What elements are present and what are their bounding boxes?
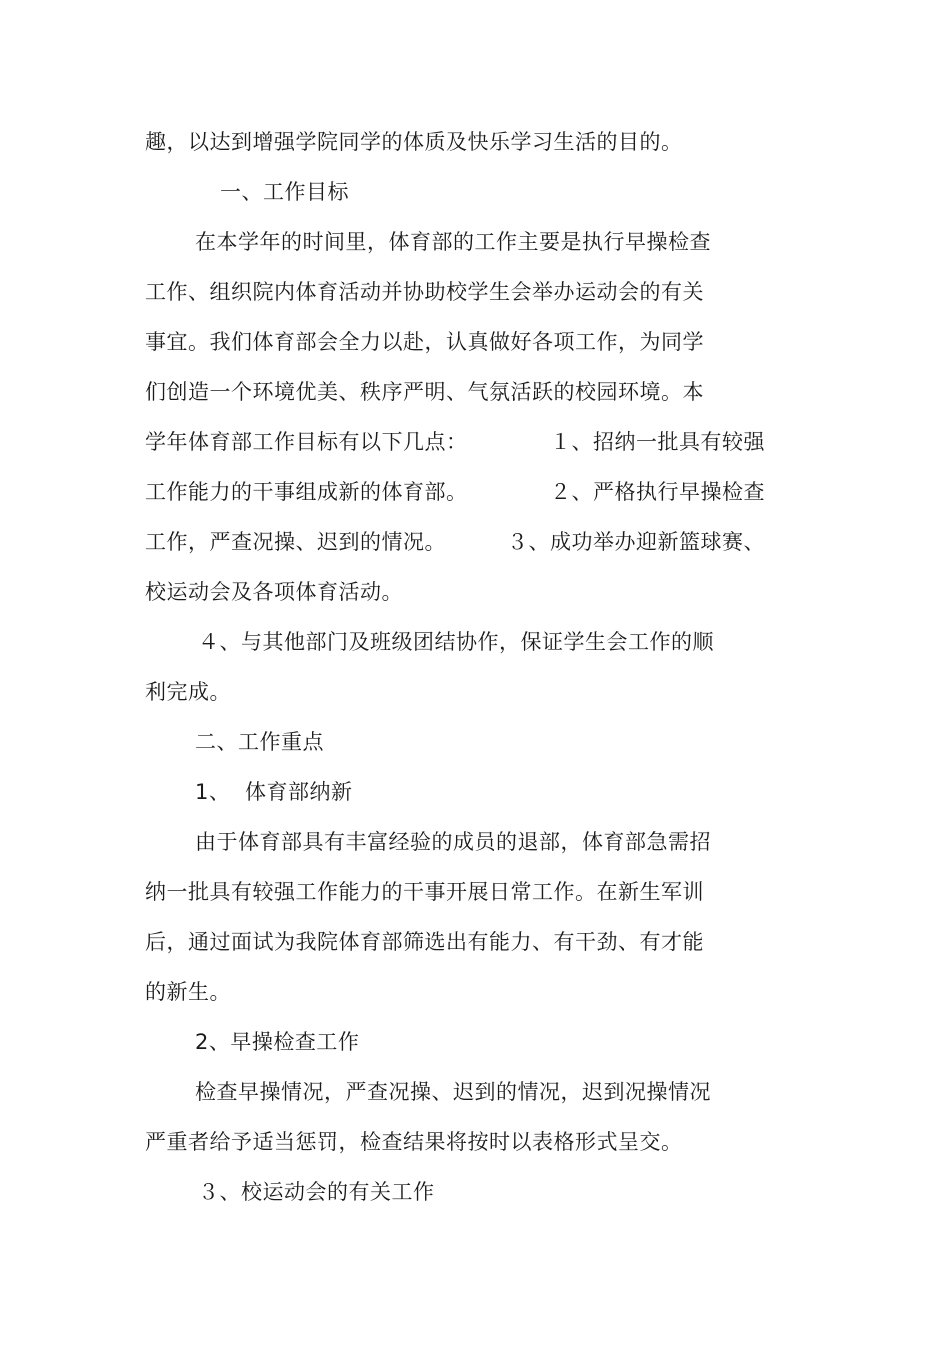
text-line: 利完成。	[145, 680, 231, 704]
text-line: 工作、组织院内体育活动并协助校学生会举办运动会的有关	[145, 280, 704, 304]
text-line: 检查早操情况，严查况操、迟到的情况，迟到况操情况	[195, 1080, 711, 1104]
section-heading: 一、工作目标	[220, 180, 349, 204]
text-line: 事宜。我们体育部会全力以赴，认真做好各项工作，为同学	[145, 330, 704, 354]
subsection-heading: 体育部纳新	[245, 780, 353, 804]
text-line: 学年体育部工作目标有以下几点：	[145, 430, 468, 454]
text-line: 趣，以达到增强学院同学的体质及快乐学习生活的目的。	[145, 130, 683, 154]
subsection-heading: 2、早操检查工作	[195, 1030, 360, 1054]
text-line: 校运动会及各项体育活动。	[145, 580, 403, 604]
text-line: 工作能力的干事组成新的体育部。	[145, 480, 468, 504]
text-line: 严重者给予适当惩罚，检查结果将按时以表格形式呈交。	[145, 1130, 683, 1154]
text-line: 后，通过面试为我院体育部筛选出有能力、有干劲、有才能	[145, 930, 704, 954]
list-item-text: ２、严格执行早操检查	[550, 480, 765, 504]
list-item-text: ３、成功举办迎新篮球赛、	[507, 530, 765, 554]
text-line: 工作，严查况操、迟到的情况。	[145, 530, 446, 554]
text-line: 在本学年的时间里，体育部的工作主要是执行早操检查	[195, 230, 711, 254]
subsection-number: 1、	[195, 780, 231, 804]
text-line: 由于体育部具有丰富经验的成员的退部，体育部急需招	[195, 830, 711, 854]
text-line: 们创造一个环境优美、秩序严明、气氛活跃的校园环境。本	[145, 380, 704, 404]
text-line: 纳一批具有较强工作能力的干事开展日常工作。在新生军训	[145, 880, 704, 904]
list-item-text: ４、与其他部门及班级团结协作，保证学生会工作的顺	[198, 630, 714, 654]
text-line: 的新生。	[145, 980, 231, 1004]
list-item-text: １、招纳一批具有较强	[550, 430, 765, 454]
subsection-heading: ３、校运动会的有关工作	[198, 1180, 435, 1204]
section-heading: 二、工作重点	[195, 730, 324, 754]
